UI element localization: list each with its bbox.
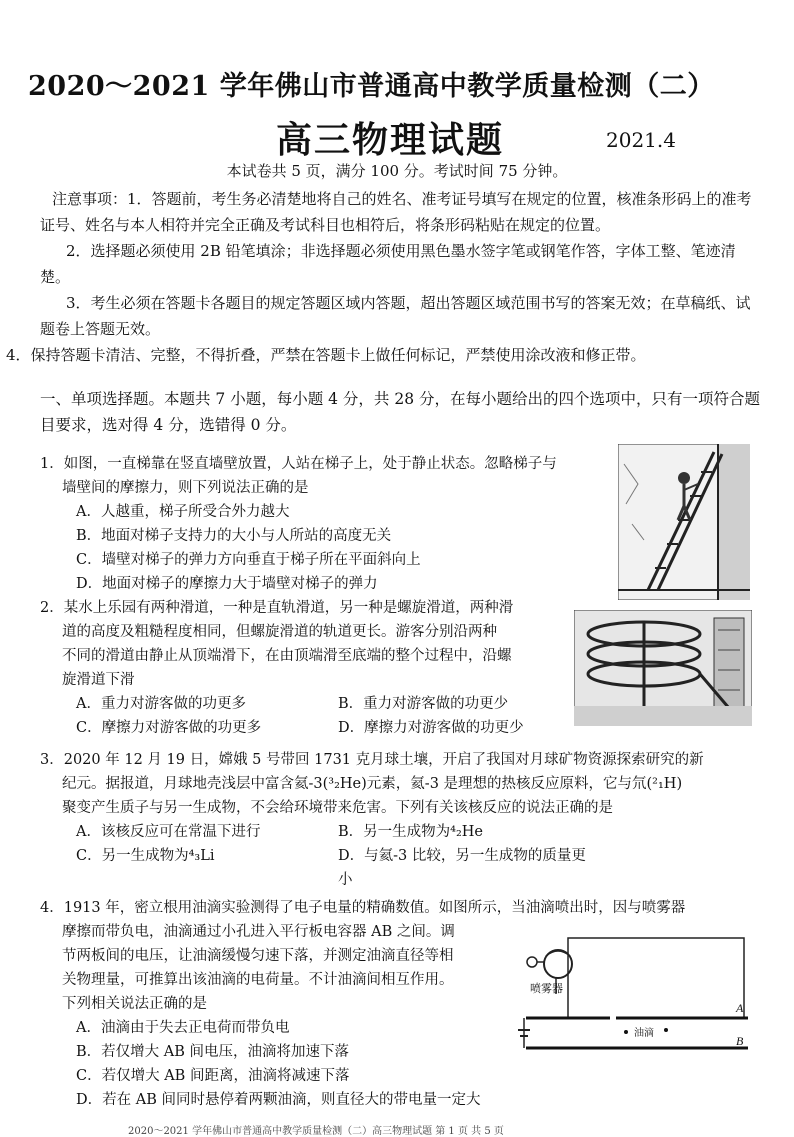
q4-fig-sprayer-label: 喷雾器 xyxy=(530,983,563,995)
q3-stem-line1: 3．2020 年 12 月 19 日，嫦娥 5 号带回 1731 克月球土壤，开启了我国对月球矿物资源探索研究的新 xyxy=(40,752,704,768)
q2-stem-line1: 2．某水上乐园有两种滑道，一种是直轨滑道，另一种是螺旋滑道，两种滑 xyxy=(40,600,514,616)
page-footer: 2020～2021 学年佛山市普通高中教学质量检测（二）高三物理试题 第 1 页 共 5 页 xyxy=(128,1126,504,1137)
q4-fig-plate-b-label: B xyxy=(736,1034,744,1048)
q3-options-row1 xyxy=(40,820,760,844)
question-3 xyxy=(40,748,760,892)
exam-date: 2021.4 xyxy=(606,128,676,152)
note-3: 3．考生必须在答题卡各题目的规定答题区域内答题，超出答题区域范围书写的答案无效；在草稿纸、试题卷上答题无效。 xyxy=(40,294,751,338)
q4-stem-line2: 摩擦而带负电，油滴通过小孔进入平行板电容器 AB 之间。调 xyxy=(62,924,455,940)
q4-millikan-figure xyxy=(516,934,756,1056)
q2-options-row2 xyxy=(40,716,600,740)
q1-option-c: C．墙壁对梯子的弹力方向垂直于梯子所在平面斜向上 xyxy=(76,552,421,568)
q2-waterslide-figure xyxy=(574,610,752,726)
q1-stem-line1: 1．如图，一直梯靠在竖直墙壁放置，人站在梯子上，处于静止状态。忽略梯子与 xyxy=(40,456,557,472)
section-1-instructions: 一、单项选择题。本题共 7 小题，每小题 4 分，共 28 分，在每小题给出的四个选项中，只有一项符合题目要求，选对得 4 分，选错得 0 分。 xyxy=(40,390,761,434)
exam-notes xyxy=(6,186,760,368)
q3-options-row2 xyxy=(40,844,760,892)
q1-option-d: D．地面对梯子的摩擦力大于墙壁对梯子的弹力 xyxy=(76,576,378,592)
q4-stem-line3: 节两板间的电压，让油滴缓慢匀速下落，并测定油滴直径等相 xyxy=(62,948,454,964)
q2-options-row1 xyxy=(40,692,600,716)
q3-option-d: D．与氦-3 比较，另一生成物的质量更小 xyxy=(338,848,586,888)
q4-fig-plate-a-label: A xyxy=(736,1001,744,1015)
q3-stem-line3: 聚变产生质子与另一生成物，不会给环境带来危害。下列有关该核反应的说法正确的是 xyxy=(62,800,613,816)
q2-stem-line4: 旋滑道下滑 xyxy=(62,672,135,688)
q4-stem-line5: 下列相关说法正确的是 xyxy=(62,996,207,1012)
q4-stem-line4: 关物理量，可推算出该油滴的电荷量。不计油滴间相互作用。 xyxy=(62,972,454,988)
q4-stem-line1: 4．1913 年，密立根用油滴实验测得了电子电量的精确数值。如图所示，当油滴喷出时，因与喷雾器 xyxy=(40,900,686,916)
question-2 xyxy=(40,596,600,740)
q3-option-a: A．该核反应可在常温下进行 xyxy=(76,824,261,840)
q1-option-a: A．人越重，梯子所受合外力越大 xyxy=(76,504,290,520)
section-heading xyxy=(40,386,770,438)
note-4: 4．保持答题卡清洁、完整，不得折叠，严禁在答题卡上做任何标记，严禁使用涂改液和修正带。 xyxy=(6,346,646,364)
q2-option-b: B．重力对游客做的功更少 xyxy=(338,696,509,712)
q1-option-b: B．地面对梯子支持力的大小与人所站的高度无关 xyxy=(76,528,392,544)
q4-option-b: B．若仅增大 AB 间电压，油滴将加速下落 xyxy=(76,1044,349,1060)
q4-option-d: D．若在 AB 间同时悬停着两颗油滴，则直径大的带电量一定大 xyxy=(76,1092,481,1108)
q2-stem-line2: 道的高度及粗糙程度相同，但螺旋滑道的轨道更长。游客分别沿两种 xyxy=(62,624,497,640)
q2-option-c: C．摩擦力对游客做的功更多 xyxy=(76,720,262,736)
q3-option-c: C．另一生成物为⁴₃Li xyxy=(76,848,215,864)
subtitle-row xyxy=(0,112,794,161)
question-1 xyxy=(40,452,620,596)
exam-title: 2020～2021 学年佛山市普通高中教学质量检测（二） xyxy=(28,71,715,102)
q3-stem-line2: 纪元。据报道，月球地壳浅层中富含氦-3(³₂He)元素，氦-3 是理想的热核反应原料，它与氘(²₁H) xyxy=(62,776,683,792)
q4-fig-drop-label: 油滴 xyxy=(634,1028,654,1039)
q4-option-c: C．若仅增大 AB 间距离，油滴将减速下落 xyxy=(76,1068,350,1084)
q1-stem-line2: 墙壁间的摩擦力，则下列说法正确的是 xyxy=(62,480,309,496)
q1-ladder-figure xyxy=(618,444,750,600)
exam-info: 本试卷共 5 页，满分 100 分。考试时间 75 分钟。 xyxy=(226,162,568,180)
q2-option-d: D．摩擦力对游客做的功更少 xyxy=(338,720,524,736)
q2-option-a: A．重力对游客做的功更多 xyxy=(76,696,246,712)
exam-subtitle: 高三物理试题 xyxy=(276,119,505,161)
q2-stem-line3: 不同的滑道由静止从顶端滑下，在由顶端滑至底端的整个过程中，沿螺 xyxy=(62,648,512,664)
q4-option-a: A．油滴由于失去正电荷而带负电 xyxy=(76,1020,290,1036)
note-2: 2．选择题必须使用 2B 铅笔填涂；非选择题必须使用黑色墨水签字笔或钢笔作答，字体工整、笔迹清楚。 xyxy=(40,242,736,286)
note-1: 注意事项：1．答题前，考生务必清楚地将自己的姓名、准考证号填写在规定的位置，核准条形码上的准考证号、姓名与本人相符并完全正确及考试科目也相符后，将条形码粘贴在规定的位置。 xyxy=(40,190,752,234)
q3-option-b: B．另一生成物为⁴₂He xyxy=(338,824,484,840)
